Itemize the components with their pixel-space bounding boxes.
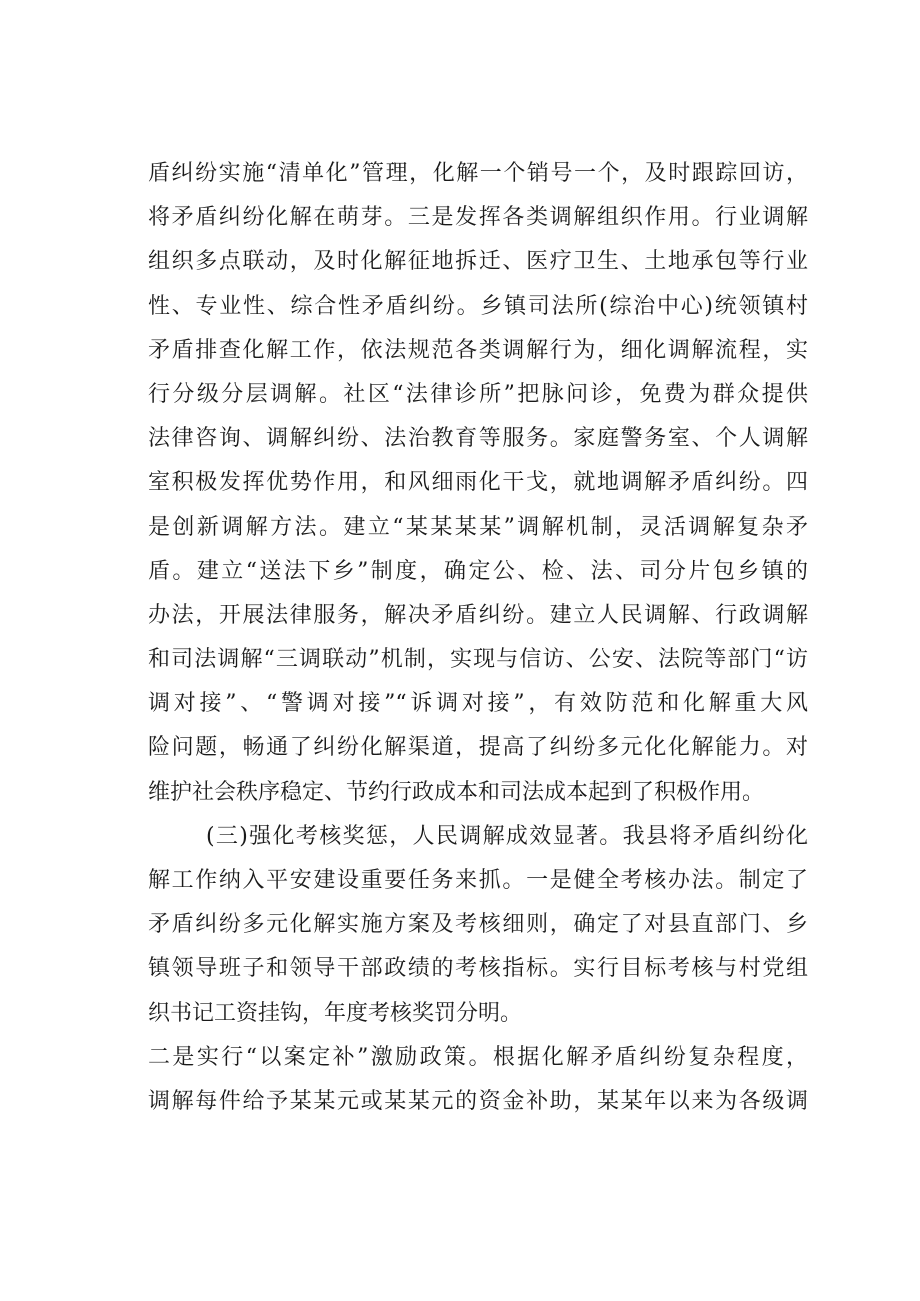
text-line: 将矛盾纠纷化解在萌芽。三是发挥各类调解组织作用。行业调解 [148,205,808,231]
text-line: 调解每件给予某某元或某某元的资金补助，某某年以来为各级调 [148,1088,808,1114]
text-line: 镇领导班子和领导干部政绩的考核指标。实行目标考核与村党组 [148,956,808,982]
paragraph-end-line: 维护社会秩序稳定、节约行政成本和司法成本起到了积极作用。 [148,779,765,805]
text-line: 室积极发挥优势作用，和风细雨化干戈，就地调解矛盾纠纷。四 [148,470,808,496]
text-line: 解工作纳入平安建设重要任务来抓。一是健全考核办法。制定了 [148,868,808,893]
text-line: 是创新调解方法。建立“某某某某”调解机制，灵活调解复杂矛 [148,514,808,540]
body-text [148,152,808,1124]
text-line: 矛盾纠纷多元化解实施方案及考核细则，确定了对县直部门、乡 [148,912,808,938]
section-heading-line: (三)强化考核奖惩，人民调解成效显著。我县将矛盾纠纷化 [206,823,808,849]
paragraph-end-line: 织书记工资挂钩，年度考核奖罚分明。 [148,1000,523,1026]
text-line: 盾纠纷实施“清单化”管理，化解一个销号一个，及时跟踪回访， [148,161,808,186]
text-line: 法律咨询、调解纠纷、法治教育等服务。家庭警务室、个人调解 [148,426,808,452]
text-line: 盾。建立“送法下乡”制度，确定公、检、法、司分片包乡镇的 [148,558,808,584]
text-line: 组织多点联动，及时化解征地拆迁、医疗卫生、土地承包等行业 [148,249,808,275]
text-line: 性、专业性、综合性矛盾纠纷。乡镇司法所(综治中心)统领镇村 [148,293,808,319]
text-line: 调对接”、“警调对接”“诉调对接”，有效防范和化解重大风 [148,691,808,717]
text-line: 行分级分层调解。社区“法律诊所”把脉问诊，免费为群众提供 [148,381,808,407]
text-line: 和司法调解“三调联动”机制，实现与信访、公安、法院等部门“访 [148,647,808,673]
text-line: 矛盾排查化解工作，依法规范各类调解行为，细化调解流程，实 [148,337,808,363]
text-line: 办法，开展法律服务，解决矛盾纠纷。建立人民调解、行政调解 [148,602,808,628]
text-line: 险问题，畅通了纠纷化解渠道，提高了纠纷多元化化解能力。对 [148,735,808,761]
text-line: 二是实行“以案定补”激励政策。根据化解矛盾纠纷复杂程度， [148,1044,808,1070]
